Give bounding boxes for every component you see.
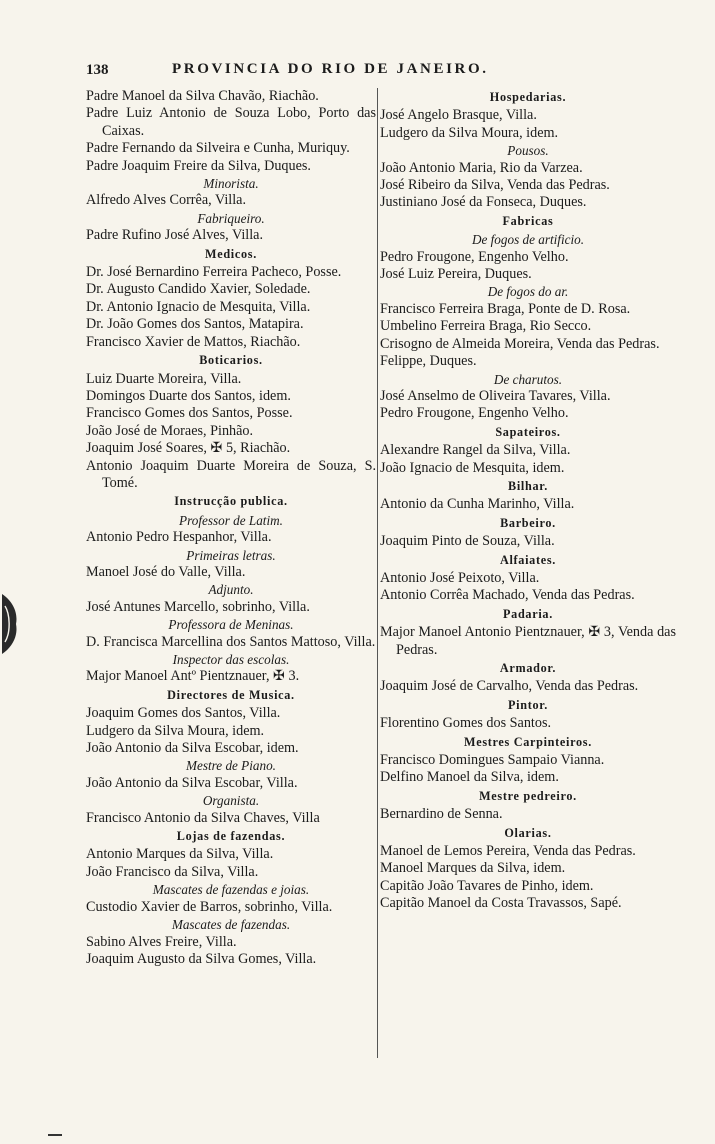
section-subheading: Pousos. — [507, 143, 549, 159]
section-heading: Boticarios. — [199, 353, 263, 368]
directory-entry: Manoel Marques da Silva, idem. — [380, 860, 566, 877]
directory-entry: Francisco Xavier de Mattos, Riachão. — [86, 333, 301, 350]
section-subheading: Inspector das escolas. — [172, 652, 290, 667]
directory-entry: Ludgero da Silva Moura, idem. — [86, 722, 265, 739]
directory-entry: Manoel José do Valle, Villa. — [86, 563, 246, 580]
section-subheading: Mascates de fazendas. — [171, 917, 291, 933]
section-subheading: Mestre de Piano. — [186, 758, 276, 774]
directory-entry: José Luiz Pereira, Duques. — [380, 266, 532, 283]
section-subheading: Organista. — [202, 793, 260, 809]
directory-entry: Crisogno de Almeida Moreira, Venda das Pedras. — [380, 335, 660, 352]
directory-entry: José Ribeiro da Silva, Venda das Pedras. — [380, 177, 610, 194]
directory-entry: Francisco Domingues Sampaio Vianna. — [380, 752, 605, 769]
directory-entry: Padre Luiz Antonio de Souza Lobo, Porto das Caixas. — [86, 105, 376, 139]
directory-entry: Dr. Antonio Ignacio de Mesquita, Villa. — [86, 298, 311, 315]
directory-entry: Alfredo Alves Corrêa, Villa. — [86, 192, 247, 209]
directory-entry: João Antonio da Silva Escobar, idem. — [86, 740, 299, 757]
section-subheading: Minorista. — [203, 176, 259, 192]
directory-entry: Antonio Marques da Silva, Villa. — [86, 846, 274, 863]
directory-entry: Joaquim Pinto de Souza, Villa. — [380, 533, 555, 550]
section-subheading: Primeiras letras. — [186, 547, 276, 563]
directory-entry: José Antunes Marcello, sobrinho, Villa. — [86, 598, 310, 615]
section-heading: Armador. — [499, 661, 557, 675]
section-subheading: Mascates de fazendas e joias. — [152, 882, 310, 898]
left-column — [86, 88, 376, 968]
directory-entry: Capitão João Tavares de Pinho, idem. — [380, 877, 594, 894]
section-heading: Lojas de fazendas. — [176, 829, 286, 844]
directory-entry: Custodio Xavier de Barros, sobrinho, Villa. — [86, 898, 333, 915]
directory-entry: Umbelino Ferreira Braga, Rio Secco. — [380, 318, 592, 335]
section-subheading: Fabriqueiro. — [197, 210, 265, 226]
section-heading: Fabricas — [502, 213, 554, 228]
directory-entry: Joaquim Augusto da Silva Gomes, Villa. — [86, 950, 317, 967]
directory-entry: Capitão Manoel da Costa Travassos, Sapé. — [380, 895, 622, 912]
directory-entry: Dr. João Gomes dos Santos, Matapira. — [86, 316, 304, 333]
directory-entry: Major Manoel Antº Pientznauer, ✠ 3. — [86, 668, 300, 685]
directory-entry: Padre Rufino José Alves, Villa. — [86, 227, 264, 244]
directory-entry: Padre Joaquim Freire da Silva, Duques. — [86, 157, 311, 174]
directory-entry: Antonio Pedro Hespanhor, Villa. — [86, 529, 272, 546]
directory-entry: Francisco Antonio da Silva Chaves, Villa — [86, 809, 320, 826]
directory-entry: Joaquim José Soares, ✠ 5, Riachão. — [86, 440, 291, 457]
directory-entry: Francisco Ferreira Braga, Ponte de D. Rosa. — [380, 300, 631, 317]
section-heading: Mestre pedreiro. — [479, 788, 577, 803]
section-heading: Barbeiro. — [500, 515, 556, 530]
directory-entry: Florentino Gomes dos Santos. — [380, 715, 552, 732]
directory-entry: Domingos Duarte dos Santos, idem. — [86, 387, 291, 404]
directory-entry: Antonio Corrêa Machado, Venda das Pedras. — [380, 587, 635, 604]
directory-entry: João José de Moraes, Pinhão. — [86, 422, 254, 439]
directory-entry: Luiz Duarte Moreira, Villa. — [86, 370, 242, 387]
section-heading: Alfaiates. — [499, 552, 557, 567]
section-heading: Mestres Carpinteiros. — [464, 734, 592, 749]
page-edge-ornament — [0, 588, 22, 658]
directory-entry: D. Francisca Marcellina dos Santos Mattoso, Villa. — [86, 633, 376, 650]
section-heading: Pintor. — [508, 697, 548, 712]
section-subheading: Adjunto. — [208, 582, 254, 598]
directory-entry: João Ignacio de Mesquita, idem. — [380, 459, 565, 476]
directory-entry: Sabino Alves Freire, Villa. — [86, 933, 237, 950]
directory-entry: João Antonio da Silva Escobar, Villa. — [86, 774, 298, 791]
section-subheading: Professora de Meninas. — [168, 617, 294, 633]
section-subheading: Professor de Latim. — [179, 512, 283, 528]
section-heading: Medicos. — [205, 246, 257, 261]
directory-entry: Delfino Manoel da Silva, idem. — [380, 769, 559, 786]
section-heading: Padaria. — [503, 606, 553, 621]
directory-entry: Manoel de Lemos Pereira, Venda das Pedras. — [380, 843, 636, 860]
directory-entry: Major Manoel Antonio Pientznauer, ✠ 3, Venda das Pedras. — [380, 624, 676, 658]
directory-entry: Antonio Joaquim Duarte Moreira de Souza, S. Tomé. — [86, 457, 376, 491]
directory-entry: Padre Fernando da Silveira e Cunha, Muriquy. — [86, 140, 350, 157]
directory-entry: João Antonio Maria, Rio da Varzea. — [380, 159, 583, 176]
page-title: PROVINCIA DO RIO DE JANEIRO. — [172, 61, 489, 77]
directory-entry: Justiniano José da Fonseca, Duques. — [380, 194, 587, 211]
section-heading: Bilhar. — [507, 478, 548, 493]
directory-entry: Ludgero da Silva Moura, idem. — [380, 124, 559, 141]
directory-entry: Francisco Gomes dos Santos, Posse. — [86, 405, 293, 422]
directory-entry: Felippe, Duques. — [380, 353, 477, 370]
directory-entry: José Angelo Brasque, Villa. — [380, 107, 537, 124]
directory-entry: Dr. José Bernardino Ferreira Pacheco, Posse. — [86, 264, 342, 281]
section-heading: Instrucção publica. — [174, 494, 288, 509]
right-column — [380, 88, 676, 913]
section-heading: Hospedarias. — [489, 90, 567, 104]
directory-entry: João Francisco da Silva, Villa. — [86, 863, 259, 880]
directory-entry: Antonio José Peixoto, Villa. — [380, 569, 540, 586]
directory-entry: Joaquim Gomes dos Santos, Villa. — [86, 705, 281, 722]
section-subheading: De fogos do ar. — [487, 284, 569, 300]
directory-entry: Alexandre Rangel da Silva, Villa. — [380, 442, 571, 459]
column-divider — [377, 88, 378, 1058]
directory-entry: Pedro Frougone, Engenho Velho. — [380, 405, 569, 422]
footer-mark — [48, 1134, 62, 1136]
page-number: 138 — [86, 62, 109, 78]
directory-entry: Dr. Augusto Candido Xavier, Soledade. — [86, 281, 311, 298]
directory-entry: José Anselmo de Oliveira Tavares, Villa. — [380, 387, 611, 404]
directory-entry: Padre Manoel da Silva Chavão, Riachão. — [86, 88, 319, 104]
section-heading: Directores de Musica. — [167, 687, 295, 702]
section-heading: Sapateiros. — [495, 424, 561, 439]
section-subheading: De charutos. — [493, 371, 563, 387]
section-subheading: De fogos de artificio. — [471, 232, 585, 248]
directory-entry: Joaquim José de Carvalho, Venda das Pedras. — [380, 678, 639, 695]
directory-entry: Antonio da Cunha Marinho, Villa. — [380, 496, 575, 513]
directory-entry: Pedro Frougone, Engenho Velho. — [380, 248, 569, 265]
directory-entry: Bernardino de Senna. — [380, 806, 503, 823]
section-heading: Olarias. — [504, 825, 552, 840]
